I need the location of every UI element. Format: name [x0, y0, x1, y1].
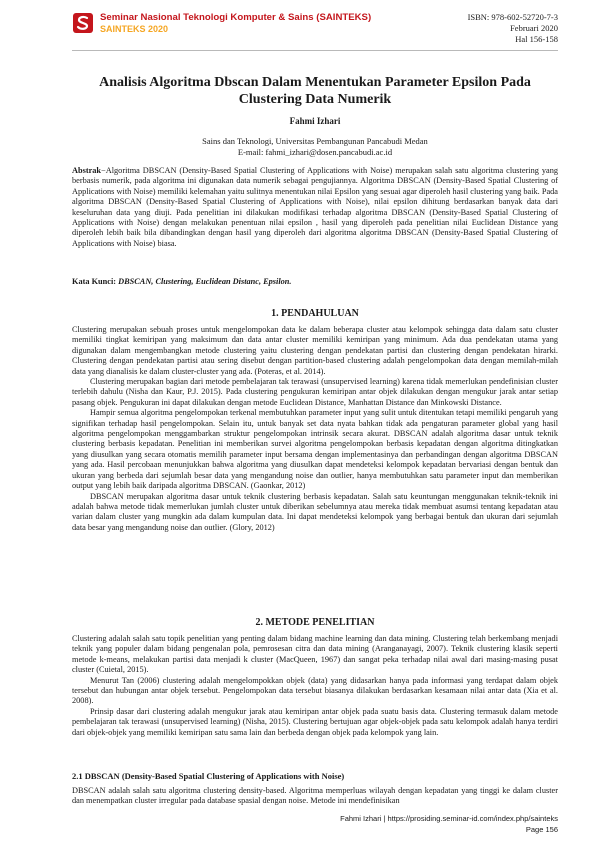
paragraph: Clustering merupakan sebuah proses untuk mengelompokan data ke dalam beberapa cluster atau kelompok sehingga data dalam satu cluster memiliki tingkat kemiripan yang maksimum dan data antar cluster memiliki kemiripan yang minimum. Ada dua pendekatan utama yang digunakan dalam mengembangkan metode clustering yaitu clustering dengan pendekatan partisi dan clustering dengan pendekatan hirarki. Clustering dengan pendekatan partisi atau sering disebut dengan partition-based clustering adalah pengelompokan data dengan memilah-milah data yang dianalisis ke dalam cluster-cluster yang ada. (Poteras, et al. 2014). — [72, 325, 558, 376]
abstract-text: −Algoritma DBSCAN (Density-Based Spatial Clustering of Applications with Noise) merupakan salah satu algoritma clustering yang berbasis numerik, pada algoritma ini digunakan data numerik sebagai pengujiannya. Algoritma DBSCAN (Density-Based Spatial Clustering of Applications with Noise) memiliki kelemahan yaitu sulitnya menentukan nilai Epsilon yang sesuai agar diperoleh hasil clustering yang baik. Pada algoritma DBSCAN (Density-Based Spatial Clustering of Applications with Noise), nilai epsilon dihitung berdasarkan banyak data dari keseluruhan data yang diuji. Pada penelitian ini dilakukan modifikasi terhadap algoritma DBSCAN (Density-Based Spatial Clustering of Applications with Noise) dengan melakukan penentuan nilai epsilon , hasil yang diperoleh pada penelitian nilai Euclidean Distance yang diperoleh lebih baik bila dibandingkan dengan hasil yang diperoleh dari algoritma algoritma DBSCAN (Density-Based Spatial Clustering of Applications with Noise) biasa. — [72, 166, 558, 248]
page-footer — [72, 813, 558, 835]
abstract — [72, 166, 558, 249]
author-name: Fahmi Izhari — [289, 116, 341, 126]
section-heading-pendahuluan: 1. PENDAHULUAN — [271, 308, 359, 319]
paper-title: Analisis Algoritma Dbscan Dalam Menentukan Parameter Epsilon Pada Clustering Data Numerik — [99, 75, 531, 107]
sainteks-logo-icon — [72, 12, 94, 34]
keywords — [72, 277, 558, 287]
paragraph: Menurut Tan (2006) clustering adalah mengelompokkan objek (data) yang didasarkan hanya pada informasi yang terdapat dalam objek tersebut dan hubungan antar objek tersebut. Pengelompokan data tersebut biasanya dilakukan berdasarkan kesamaan nilai antar data (Xia et al. 2008). — [72, 675, 558, 706]
abstract-label: Abstrak — [72, 166, 102, 175]
subsection-dbscan-body — [72, 786, 558, 807]
section-heading-metode-penelitian: 2. METODE PENELITIAN — [255, 617, 375, 628]
conference-name: Seminar Nasional Teknologi Komputer & Sains (SAINTEKS) — [100, 12, 372, 23]
page-number: Page 156 — [525, 825, 558, 834]
conference-short-name: SAINTEKS 2020 — [100, 24, 169, 34]
paragraph: Prinsip dasar dari clustering adalah mengukur jarak atau kemiripan antar objek pada suatu basis data. Clustering termasuk dalam metode pembelajaran tak terawasi (unsupervised learning) (Nisha, 2015). Clustering bertujuan agar objek-objek pada satu kelompok adalah hanya terdiri dari objek-objek yang memiliki kemiripan satu sama lain dan berbeda dengan objek pada kelompok yang lain. — [72, 706, 558, 737]
paragraph: Clustering merupakan bagian dari metode pembelajaran tak terawasi (unsupervised learning) karena tidak memerlukan pendefinisian cluster terlebih dahulu (Nisha dan Kaur, P.J. 2015). Pada clustering pengukuran kemiripan antar objek dilakukan dengan mengukur jarak antar setiap pasang objek. Pengukuran ini dapat dilakukan dengan metode Euclidean Distance, Manhattan Distance dan Minkowski Distance. — [72, 377, 558, 407]
subsection-heading-dbscan: 2.1 DBSCAN (Density-Based Spatial Clustering of Applications with Noise) — [72, 771, 345, 781]
section-metode-body — [72, 634, 558, 738]
affiliation: Sains dan Teknologi, Universitas Pembangunan Pancabudi Medan — [202, 136, 428, 146]
publication-info — [468, 12, 558, 45]
publication-date: Februari 2020 — [510, 23, 558, 33]
paragraph: DBSCAN adalah salah satu algoritma clustering density-based. Algoritma memperluas wilayah dengan kepadatan yang tinggi ke dalam cluster dan menempatkan cluster irregular pada database spasial dengan noise. Metode ini mendefinisikan — [72, 786, 558, 806]
paragraph: Hampir semua algoritma pengelompokan terkenal membutuhkan parameter input yang sulit untuk ditentukan tetapi memiliki pengaruh yang signifikan terhadap hasil pengelompokan. Selain itu, untuk banyak set data nyata bahkan tidak ada pengaturan parameter global yang hasil algoritma pengelompokan menggambarkan struktur pengelompokan intrinsik secara akurat. DBSCAN adalah algoritma dasar untuk teknik clustering berbasis kepadatan. Penelitian ini memberikan survei algoritma pengelompokan berbasis kepadatan dengan algoritma ditingkatkan yang diusulkan yang secara otomatis memilih parameter input bersama dengan implementasinya dan perbandingan dengan algoritma DBSCAN yang ada. Hasil percobaan menunjukkan bahwa algoritma yang diusulkan dapat mendeteksi kelompok kepadatan bervariasi dengan bentuk dan ukuran yang berbeda dari sejumlah besar data yang mengandung noise dan outlier, hanya membutuhkan satu parameter input dan memberikan output yang lebih baik daripada algoritma DBSCAN. (Gaonkar, 2012) — [72, 408, 558, 491]
section-pendahuluan-body — [72, 325, 558, 533]
page-header — [72, 10, 558, 50]
paragraph: Clustering adalah salah satu topik penelitian yang penting dalam bidang machine learning dan data mining. Clustering telah berkembang menjadi teknik yang populer dalam bidang pengenalan pola, pemrosesan citra dan data mining (Aranganayagi, 2007). Teknik clustering klasik seperti metode k-means, melakukan partisi data menjadi k cluster (MacQueen, 1967) dan sangat peka terhadap nilai awal dari masing-masing pusat cluster (Cuietal, 2015). — [72, 634, 558, 675]
footer-citation: Fahmi Izhari | https://prosiding.seminar-id.com/index.php/sainteks — [340, 814, 558, 823]
keywords-label: Kata Kunci: — [72, 277, 117, 286]
header-divider — [72, 50, 558, 51]
paragraph: DBSCAN merupakan algoritma dasar untuk teknik clustering berbasis kepadatan. Salah satu keuntungan menggunakan teknik-teknik ini adalah bahwa metode tidak memerlukan jumlah cluster untuk diberikan sebelumnya atau mereka tidak membuat asumsi tentang kepadatan atau varian dalam cluster yang mungkin ada dalam kumpulan data. Ini dapat mendeteksi kelompok yang berbagai bentuk dan ukuran dari sejumlah data besar yang mengandung noise dan outlier. (Glory, 2012) — [72, 491, 558, 532]
page-range: Hal 156-158 — [515, 34, 558, 44]
author-affiliation — [72, 136, 558, 157]
isbn: ISBN: 978-602-52720-7-3 — [467, 12, 558, 22]
keywords-text: DBSCAN, Clustering, Euclidean Distanc, Epsilon. — [118, 277, 292, 286]
author-email: E-mail: fahmi_izhari@dosen.pancabudi.ac.id — [237, 146, 393, 157]
